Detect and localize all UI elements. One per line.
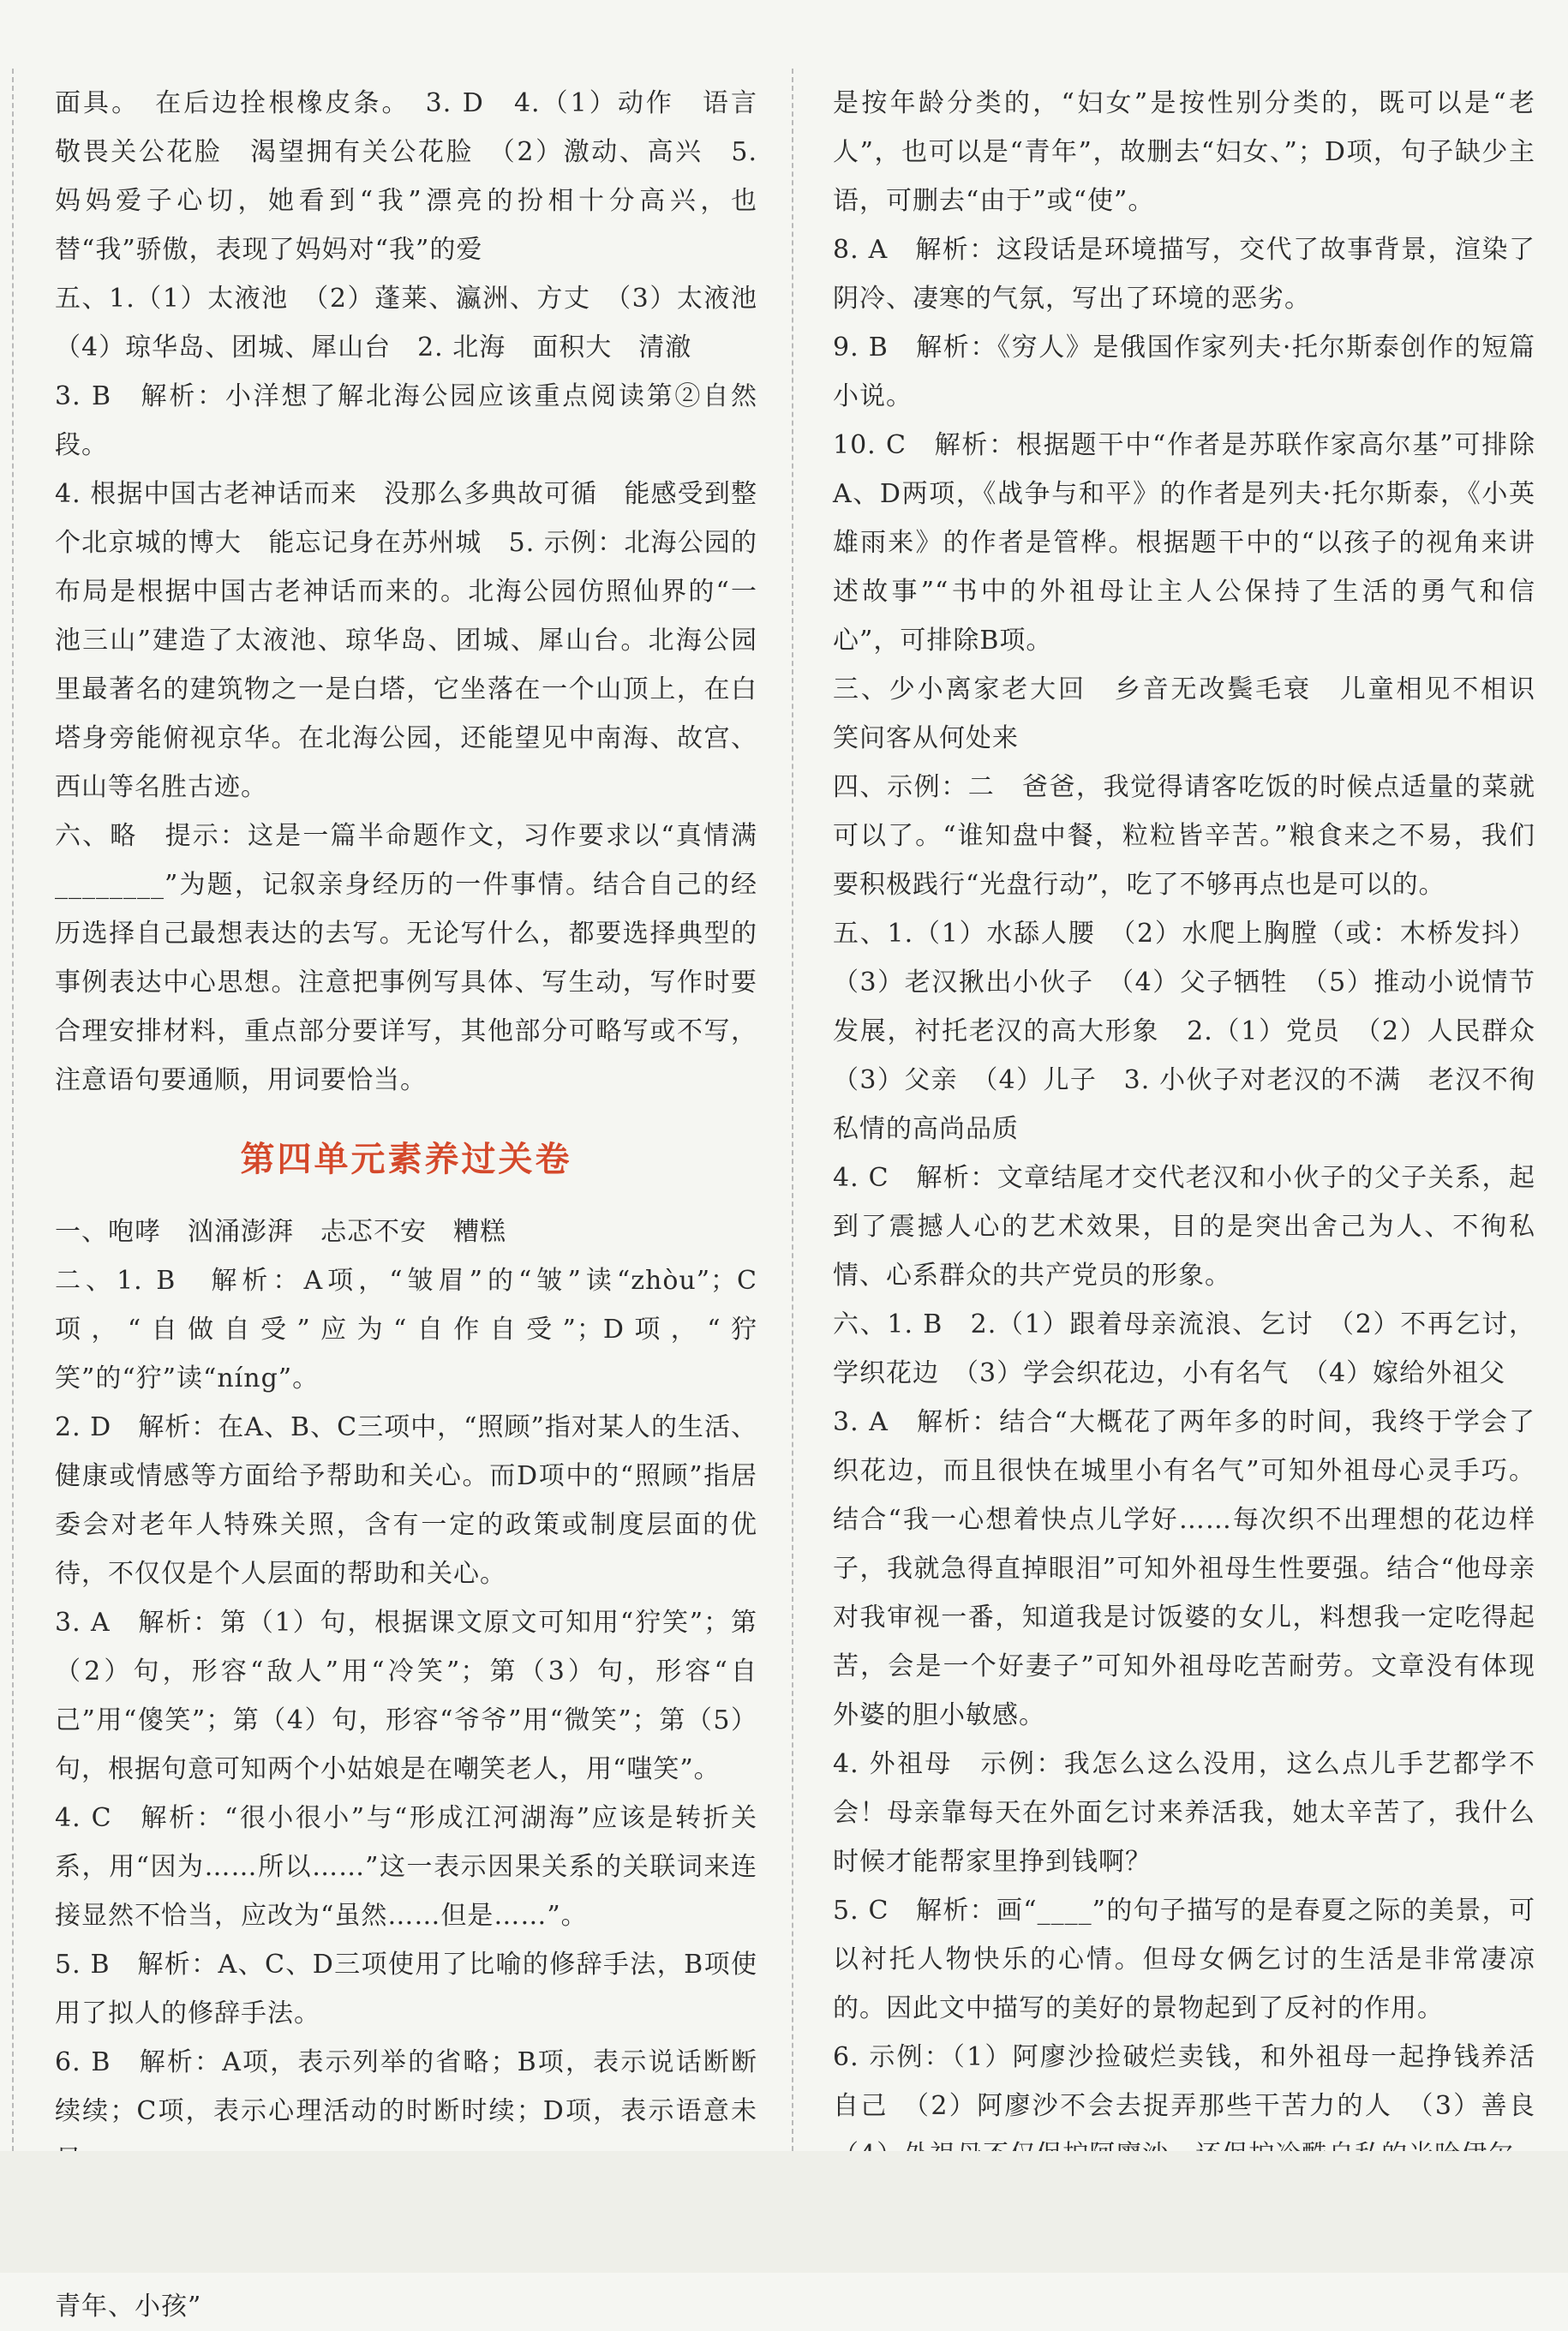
answer-paragraph: 是按年龄分类的，“妇女”是按性别分类的，既可以是“老人”，也可以是“青年”，故删去“妇女、”；D项，句子缺少主语，可删去“由于”或“使”。 [833, 88, 1535, 216]
answer-paragraph: 二、1. B 解析：A项，“皱眉”的“皱”读“zhòu”；C项，“自做自受”应为“自作自受”；D项，“狞笑”的“狞”读“níng”。 [55, 1266, 757, 1393]
answer-paragraph: 3. B 解析：小洋想了解北海公园应该重点阅读第②自然段。 [55, 381, 757, 460]
answer-paragraph: 4. 外祖母 示例：我怎么这么没用，这么点儿手艺都学不会！母亲靠每天在外面乞讨来养活我，她太辛苦了，我什么时候才能帮家里挣到钱啊？ [833, 1749, 1535, 1877]
answer-paragraph: 面具。 在后边拴根橡皮条。 3. D 4.（1）动作 语言 敬畏关公花脸 渴望拥有关公花脸 （2）激动、高兴 5. 妈妈爱子心切，她看到“我”漂亮的扮相十分高兴，也替“我”骄傲，表现了妈妈对“我”的爱 [55, 88, 784, 265]
answer-paragraph: 一、咆哮 汹涌澎湃 忐忑不安 糟糕 [55, 1217, 506, 1247]
answer-paragraph: 10. C 解析：根据题干中“作者是苏联作家高尔基”可排除A、D两项，《战争与和平》的作者是列夫·托尔斯泰，《小英雄雨来》的作者是管桦。根据题干中的“以孩子的视角来讲述故事”“书中的外祖母让主人公保持了生活的勇气和信心”，可排除B项。 [833, 430, 1535, 656]
answer-paragraph: 4. C 解析：“很小很小”与“形成江河湖海”应该是转折关系，用“因为……所以……”这一表示因果关系的关联词来连接显然不恰当，应改为“虽然……但是……”。 [55, 1803, 757, 1931]
answer-paragraph: 五、1.（1）水舔人腰 （2）水爬上胸膛（或：木桥发抖）（3）老汉揪出小伙子 （4）父子牺牲 （5）推动小说情节发展，衬托老汉的高大形象 2.（1）党员 （2）人民群众（3）父亲 （4）儿子 3. 小伙子对老汉的不满 老汉不徇私情的高尚品质 [833, 919, 1535, 1144]
answer-paragraph: 9. B 解析：《穷人》是俄国作家列夫·托尔斯泰创作的短篇小说。 [833, 333, 1535, 411]
answer-paragraph: 青年、小孩” [55, 2292, 202, 2322]
answer-paragraph: 6. 示例：（1）阿廖沙捡破烂卖钱，和外祖母一起挣钱养活自己 （2）阿廖沙不会去捉弄那些干苦力的人 （3）善良 [833, 2042, 1535, 2121]
answer-paragraph: 4. C 解析：文章结尾才交代老汉和小伙子的父子关系，起到了震撼人心的艺术效果，目的是突出舍己为人、不徇私情、心系群众的共产党员的形象。 [833, 1163, 1535, 1291]
column-divider [792, 69, 793, 2151]
answer-paragraph: 6. B 解析：A项，表示列举的省略；B项，表示说话断断续续；C项，表示心理活动的时断时续；D项，表示语意未 [55, 2047, 757, 2126]
answer-paragraph: 5. B 解析：A、C、D三项使用了比喻的修辞手法，B项使用了拟人的修辞手法。 [55, 1950, 757, 2028]
answer-paragraph: 3. A 解析：第（1）句，根据课文原文可知用“狞笑”；第（2）句，形容“敌人”用“冷笑”；第（3）句，形容“自己”用“傻笑”；第（4）句，形容“爷爷”用“微笑”；第（5）句，根据句意可知两个小姑娘是在嘲笑老人，用“嗤笑”。 [55, 1608, 757, 1784]
answer-paragraph: 四、示例：二 爸爸，我觉得请客吃饭的时候点适量的菜就可以了。“谁知盘中餐，粒粒皆辛苦。”粮食来之不易，我们要积极践行“光盘行动”，吃了不够再点也是可以的。 [833, 772, 1535, 900]
answer-paragraph: 3. A 解析：结合“大概花了两年多的时间，我终于学会了织花边，而且很快在城里小有名气”可知外祖母心灵手巧。结合“我一心想着快点儿学好……每次织不出理想的花边样子，我就急得直掉眼泪”可知外祖母生性要强。结合“他母亲对我审视一番，知道我是讨饭婆的女儿，料想我一定吃得起苦，会是一个好妻子”可知外祖母吃苦耐劳。文章没有体现外婆的胆小敏感。 [833, 1407, 1535, 1730]
answer-paragraph: 五、1.（1）太液池 （2）蓬莱、瀛洲、方丈 （3）太液池 （4）琼华岛、团城、犀山台 2. 北海 面积大 清澈 [55, 284, 784, 363]
page-bottom-margin [0, 2151, 1568, 2273]
left-margin-rule [12, 69, 14, 2151]
answer-paragraph: 2. D 解析：在A、B、C三项中，“照顾”指对某人的生活、健康或情感等方面给予帮助和关心。而D项中的“照顾”指居委会对老年人特殊关照，含有一定的政策或制度层面的优待，不仅仅是个人层面的帮助和关心。 [55, 1412, 757, 1589]
answer-paragraph: 六、1. B 2.（1）跟着母亲流浪、乞讨 （2）不再乞讨，学织花边 （3）学会织花边，小有名气 （4）嫁给外祖父 [833, 1309, 1535, 1388]
right-column [833, 79, 1562, 2179]
left-column [55, 79, 784, 2331]
answer-paragraph: 8. A 解析：这段话是环境描写，交代了故事背景，渲染了阴冷、凄寒的气氛，写出了环境的恶劣。 [833, 235, 1535, 314]
answer-paragraph: 5. C 解析：画“____”的句子描写的是春夏之际的美景，可以衬托人物快乐的心情。但母女俩乞讨的生活是非常凄凉的。因此文中描写的美好的景物起到了反衬的作用。 [833, 1896, 1535, 2023]
answer-paragraph: 三、少小离家老大回 乡音无改鬓毛衰 儿童相见不相识 笑问客从何处来 [833, 674, 1562, 753]
unit-title: 第四单元素养过关卷 [240, 1140, 572, 1179]
answer-paragraph: 4. 根据中国古老神话而来 没那么多典故可循 能感受到整个北京城的博大 能忘记身在苏州城 5. 示例：北海公园的布局是根据中国古老神话而来的。北海公园仿照仙界的“一池三山”建造了太液池、琼华岛、团城、犀山台。北海公园里最著名的建筑物之一是白塔，它坐落在一个山顶上，在白塔身旁能俯视京华。在北海公园，还能望见中南海、故宫、西山等名胜古迹。 [55, 479, 757, 802]
answer-paragraph: 六、略 提示：这是一篇半命题作文，习作要求以“真情满________”为题，记叙亲身经历的一件事情。结合自己的经历选择自己最想表达的去写。无论写什么，都要选择典型的事例表达中心思想。注意把事例写具体、写生动，写作时要合理安排材料，重点部分要详写，其他部分可略写或不写，注意语句要通顺，用词要恰当。 [55, 821, 757, 1095]
